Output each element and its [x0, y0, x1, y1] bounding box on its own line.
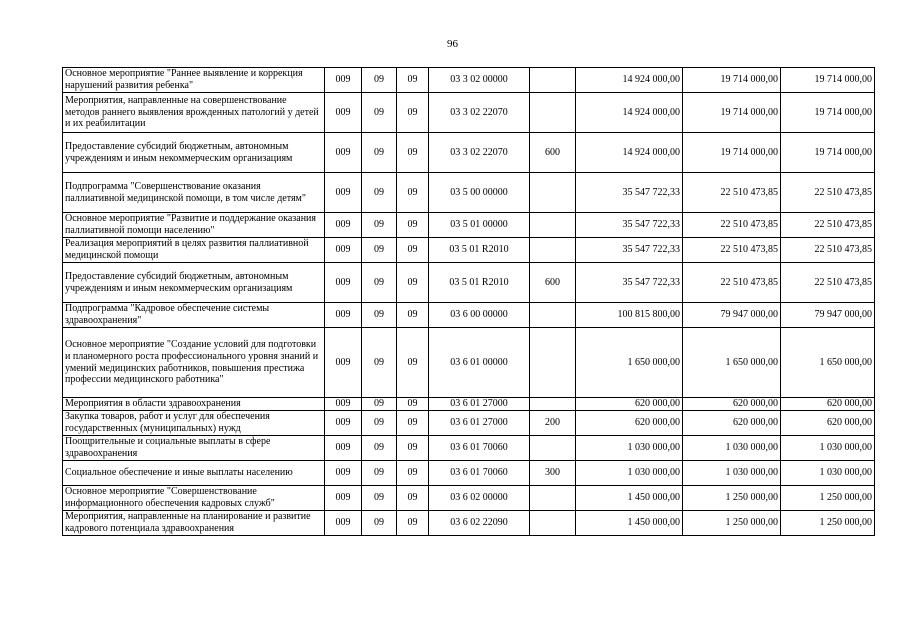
amount-year-2: 19 714 000,00	[683, 68, 781, 93]
amount-year-2: 19 714 000,00	[683, 93, 781, 133]
target-article-code: 03 5 01 00000	[429, 213, 530, 238]
expense-type-code	[530, 238, 576, 263]
subsection-code: 09	[397, 436, 429, 461]
section-code: 09	[362, 511, 397, 536]
section-code: 09	[362, 398, 397, 411]
subsection-code: 09	[397, 486, 429, 511]
table-row	[63, 398, 875, 411]
amount-year-3: 1 650 000,00	[781, 328, 875, 398]
section-code: 09	[362, 93, 397, 133]
section-code: 09	[362, 328, 397, 398]
subsection-code: 09	[397, 93, 429, 133]
amount-year-2: 1 030 000,00	[683, 436, 781, 461]
table-row	[63, 303, 875, 328]
ministry-code: 009	[325, 238, 362, 263]
subsection-code: 09	[397, 238, 429, 263]
ministry-code: 009	[325, 173, 362, 213]
target-article-code: 03 3 02 22070	[429, 133, 530, 173]
amount-year-2: 620 000,00	[683, 398, 781, 411]
ministry-code: 009	[325, 303, 362, 328]
amount-year-1: 1 030 000,00	[576, 436, 683, 461]
budget-table	[62, 67, 875, 536]
amount-year-3: 22 510 473,85	[781, 213, 875, 238]
ministry-code: 009	[325, 328, 362, 398]
amount-year-3: 22 510 473,85	[781, 263, 875, 303]
row-name: Основное мероприятие "Совершенствование информационного обеспечения кадровых служб"	[63, 486, 325, 511]
target-article-code: 03 5 00 00000	[429, 173, 530, 213]
ministry-code: 009	[325, 486, 362, 511]
table-row	[63, 263, 875, 303]
section-code: 09	[362, 173, 397, 213]
ministry-code: 009	[325, 436, 362, 461]
amount-year-1: 35 547 722,33	[576, 173, 683, 213]
amount-year-1: 620 000,00	[576, 411, 683, 436]
row-name: Социальное обеспечение и иные выплаты населению	[63, 461, 325, 486]
subsection-code: 09	[397, 263, 429, 303]
ministry-code: 009	[325, 213, 362, 238]
amount-year-2: 19 714 000,00	[683, 133, 781, 173]
table-row	[63, 436, 875, 461]
table-row	[63, 328, 875, 398]
table-row	[63, 213, 875, 238]
amount-year-2: 1 650 000,00	[683, 328, 781, 398]
subsection-code: 09	[397, 213, 429, 238]
amount-year-1: 14 924 000,00	[576, 133, 683, 173]
section-code: 09	[362, 411, 397, 436]
amount-year-3: 79 947 000,00	[781, 303, 875, 328]
expense-type-code: 600	[530, 263, 576, 303]
amount-year-1: 14 924 000,00	[576, 68, 683, 93]
target-article-code: 03 3 02 00000	[429, 68, 530, 93]
table-row	[63, 238, 875, 263]
ministry-code: 009	[325, 411, 362, 436]
subsection-code: 09	[397, 411, 429, 436]
expense-type-code: 200	[530, 411, 576, 436]
section-code: 09	[362, 68, 397, 93]
amount-year-3: 22 510 473,85	[781, 238, 875, 263]
amount-year-1: 14 924 000,00	[576, 93, 683, 133]
amount-year-3: 22 510 473,85	[781, 173, 875, 213]
expense-type-code	[530, 213, 576, 238]
subsection-code: 09	[397, 68, 429, 93]
row-name: Закупка товаров, работ и услуг для обеспечения государственных (муниципальных) нужд	[63, 411, 325, 436]
amount-year-3: 1 250 000,00	[781, 486, 875, 511]
amount-year-1: 1 650 000,00	[576, 328, 683, 398]
subsection-code: 09	[397, 511, 429, 536]
expense-type-code	[530, 398, 576, 411]
table-row	[63, 511, 875, 536]
section-code: 09	[362, 486, 397, 511]
amount-year-3: 1 030 000,00	[781, 436, 875, 461]
row-name: Предоставление субсидий бюджетным, автономным учреждениям и иным некоммерческим организациям	[63, 263, 325, 303]
subsection-code: 09	[397, 303, 429, 328]
table-row	[63, 68, 875, 93]
section-code: 09	[362, 238, 397, 263]
amount-year-2: 1 250 000,00	[683, 486, 781, 511]
ministry-code: 009	[325, 263, 362, 303]
table-body	[63, 68, 875, 536]
ministry-code: 009	[325, 68, 362, 93]
amount-year-3: 620 000,00	[781, 411, 875, 436]
ministry-code: 009	[325, 133, 362, 173]
amount-year-1: 35 547 722,33	[576, 213, 683, 238]
target-article-code: 03 6 01 70060	[429, 436, 530, 461]
row-name: Основное мероприятие "Развитие и поддержание оказания паллиативной помощи населению"	[63, 213, 325, 238]
expense-type-code	[530, 93, 576, 133]
page-number: 96	[447, 38, 458, 50]
amount-year-2: 620 000,00	[683, 411, 781, 436]
section-code: 09	[362, 461, 397, 486]
table-row	[63, 461, 875, 486]
table-row	[63, 486, 875, 511]
row-name: Основное мероприятие "Раннее выявление и коррекция нарушений развития ребенка"	[63, 68, 325, 93]
amount-year-1: 1 450 000,00	[576, 486, 683, 511]
ministry-code: 009	[325, 93, 362, 133]
section-code: 09	[362, 436, 397, 461]
row-name: Предоставление субсидий бюджетным, автономным учреждениям и иным некоммерческим организациям	[63, 133, 325, 173]
ministry-code: 009	[325, 398, 362, 411]
ministry-code: 009	[325, 461, 362, 486]
amount-year-3: 1 030 000,00	[781, 461, 875, 486]
amount-year-1: 35 547 722,33	[576, 263, 683, 303]
table-row	[63, 411, 875, 436]
subsection-code: 09	[397, 173, 429, 213]
subsection-code: 09	[397, 461, 429, 486]
amount-year-3: 19 714 000,00	[781, 93, 875, 133]
expense-type-code	[530, 436, 576, 461]
row-name: Подпрограмма "Совершенствование оказания паллиативной медицинской помощи, в том числе детям"	[63, 173, 325, 213]
expense-type-code	[530, 68, 576, 93]
amount-year-1: 1 030 000,00	[576, 461, 683, 486]
target-article-code: 03 3 02 22070	[429, 93, 530, 133]
subsection-code: 09	[397, 398, 429, 411]
expense-type-code	[530, 328, 576, 398]
amount-year-2: 22 510 473,85	[683, 173, 781, 213]
expense-type-code: 300	[530, 461, 576, 486]
section-code: 09	[362, 263, 397, 303]
ministry-code: 009	[325, 511, 362, 536]
amount-year-3: 1 250 000,00	[781, 511, 875, 536]
table-row	[63, 133, 875, 173]
table-row	[63, 173, 875, 213]
expense-type-code	[530, 511, 576, 536]
subsection-code: 09	[397, 133, 429, 173]
amount-year-2: 1 250 000,00	[683, 511, 781, 536]
amount-year-1: 100 815 800,00	[576, 303, 683, 328]
section-code: 09	[362, 213, 397, 238]
amount-year-2: 1 030 000,00	[683, 461, 781, 486]
target-article-code: 03 6 01 27000	[429, 411, 530, 436]
expense-type-code	[530, 173, 576, 213]
target-article-code: 03 6 01 00000	[429, 328, 530, 398]
row-name: Мероприятия, направленные на планирование и развитие кадрового потенциала здравоохранения	[63, 511, 325, 536]
expense-type-code	[530, 303, 576, 328]
amount-year-3: 19 714 000,00	[781, 133, 875, 173]
row-name: Реализация мероприятий в целях развития паллиативной медицинской помощи	[63, 238, 325, 263]
amount-year-2: 22 510 473,85	[683, 213, 781, 238]
section-code: 09	[362, 303, 397, 328]
row-name: Поощрительные и социальные выплаты в сфере здравоохранения	[63, 436, 325, 461]
target-article-code: 03 5 01 R2010	[429, 263, 530, 303]
amount-year-3: 19 714 000,00	[781, 68, 875, 93]
amount-year-1: 1 450 000,00	[576, 511, 683, 536]
target-article-code: 03 6 01 27000	[429, 398, 530, 411]
subsection-code: 09	[397, 328, 429, 398]
table-row	[63, 93, 875, 133]
amount-year-1: 35 547 722,33	[576, 238, 683, 263]
target-article-code: 03 6 02 22090	[429, 511, 530, 536]
target-article-code: 03 6 01 70060	[429, 461, 530, 486]
amount-year-3: 620 000,00	[781, 398, 875, 411]
row-name: Подпрограмма "Кадровое обеспечение системы здравоохранения"	[63, 303, 325, 328]
target-article-code: 03 6 02 00000	[429, 486, 530, 511]
amount-year-2: 22 510 473,85	[683, 263, 781, 303]
row-name: Мероприятия, направленные на совершенствование методов раннего выявления врожденных патологий у детей и их реабилитации	[63, 93, 325, 133]
amount-year-2: 22 510 473,85	[683, 238, 781, 263]
expense-type-code: 600	[530, 133, 576, 173]
row-name: Основное мероприятие "Создание условий для подготовки и планомерного роста профессионального уровня знаний и умений медицинских работников, повышения престижа профессии медицинского работника"	[63, 328, 325, 398]
amount-year-1: 620 000,00	[576, 398, 683, 411]
target-article-code: 03 5 01 R2010	[429, 238, 530, 263]
expense-type-code	[530, 486, 576, 511]
row-name: Мероприятия в области здравоохранения	[63, 398, 325, 411]
section-code: 09	[362, 133, 397, 173]
target-article-code: 03 6 00 00000	[429, 303, 530, 328]
amount-year-2: 79 947 000,00	[683, 303, 781, 328]
